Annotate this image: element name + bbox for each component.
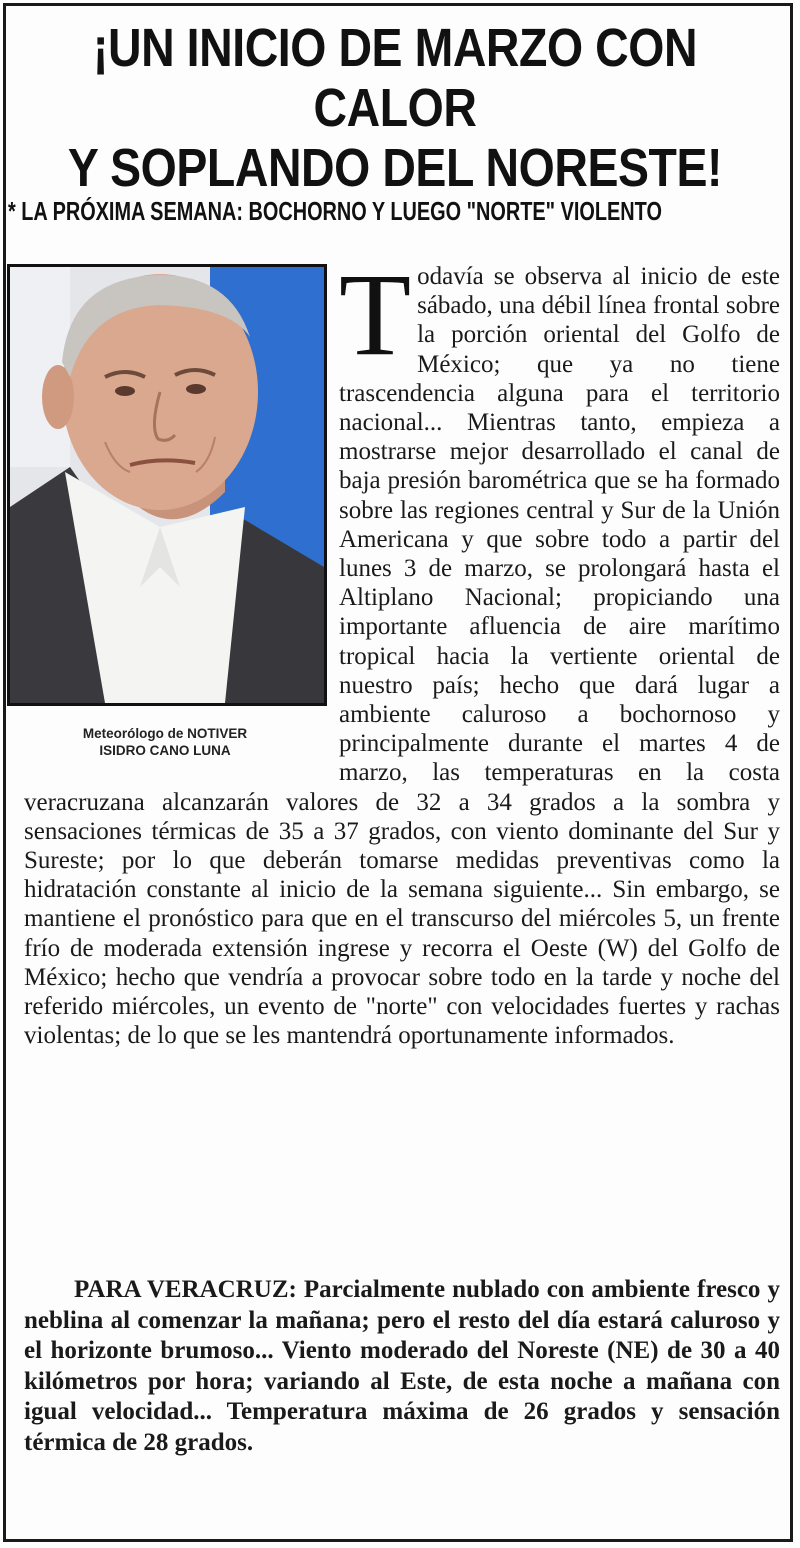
caption-name: ISIDRO CANO LUNA [99,743,231,758]
article-body [24,249,780,1050]
article-paragraph: odavía se observa al inicio de este sábado, una débil línea frontal sobre la porción oriental del Golfo de México; que ya no tiene trascendencia alguna para el territorio nacional... Mientras tanto, empieza a mostrarse mejor desarrollado el canal de baja presión barométrica que se ha formado sobre las regiones central y Sur de la Unión Americana y que sobre todo a partir del lunes 3 de marzo, se prolongará hasta el Altiplano Nacional; propiciando una importante afluencia de aire marítimo tropical hacia la vertiente oriental de nuestro país; hecho que dará lugar a ambiente caluroso a bochornoso y principalmente durante el martes 4 de marzo, las temperaturas en la costa veracruzana alcanzarán valores de 32 a 34 grados a la sombra y sensaciones térmicas de 35 a 37 grados, con viento dominante del Sur y Sureste; por lo que deberán tomarse medidas preventivas como la hidratación constante al inicio de la semana siguiente... Sin embargo, se mantiene el pronóstico para que en el transcurso del miércoles 5, un frente frío de moderada extensión ingrese y recorra el Oeste (W) del Golfo de México; hecho que vendría a provocar sobre todo en la tarde y noche del referido miércoles, un evento de "norte" con velocidades fuertes y rachas violentas; de lo que se les mantendrá oportunamente informados. [24,263,780,1050]
drop-cap: T [339,249,412,380]
headline: ¡UN INICIO DE MARZO CON CALOR Y SOPLANDO DEL NORESTE! [67,18,723,198]
subheadline: * LA PRÓXIMA SEMANA: BOCHORNO Y LUEGO "NORTE" VIOLENTO [8,196,662,226]
forecast-paragraph: PARA VERACRUZ: Parcialmente nublado con ambiente fresco y neblina al comenzar la mañana; pero el resto del día estará caluroso y el horizonte brumoso... Viento moderado del Noreste (NE) de 30 a 40 kilómetros por hora; variando al Este, de esta noche a mañana con igual velocidad... Temperatura máxima de 26 grados y sensación térmica de 28 grados. [24,1276,780,1456]
photo-wrap-space [24,262,339,764]
caption-title: Meteorólogo de NOTIVER [82,726,248,741]
